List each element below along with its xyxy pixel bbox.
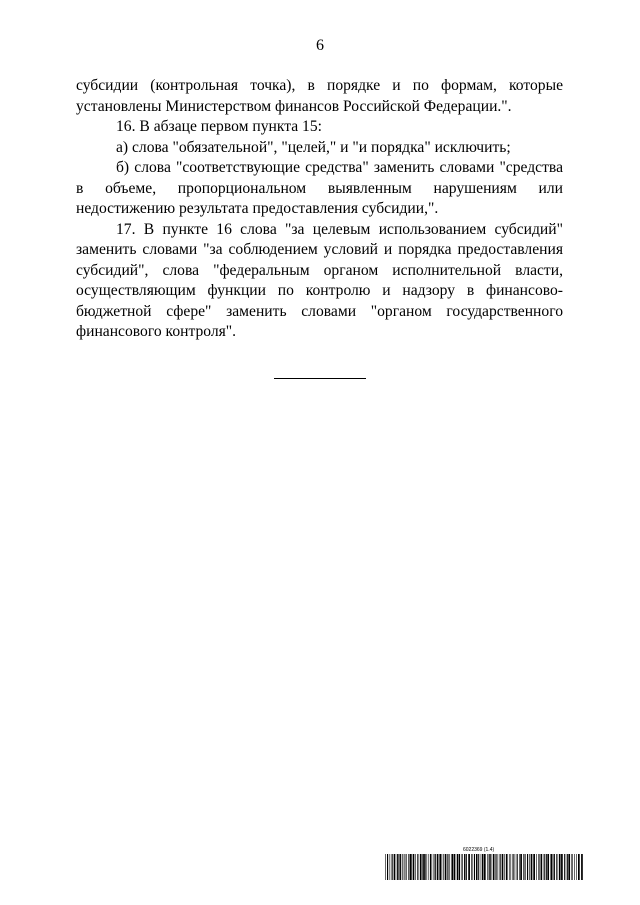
paragraph-2: 16. В абзаце первом пункта 15: — [116, 118, 322, 135]
barcode-bar — [468, 854, 470, 880]
barcode-bar — [538, 854, 539, 880]
barcode-bar — [523, 854, 524, 880]
barcode-bar — [564, 854, 565, 880]
barcode-bar — [476, 854, 477, 880]
barcode-bar — [493, 854, 495, 880]
barcode-bar — [400, 854, 401, 880]
barcode-bar — [556, 854, 557, 880]
barcode-bar — [554, 854, 555, 880]
document-code: 6022369 (1.4) — [463, 847, 495, 853]
barcode-bar — [464, 854, 465, 880]
barcode-bar — [408, 854, 409, 880]
barcode-bar — [413, 854, 415, 880]
barcode-icon — [385, 854, 585, 880]
barcode-bar — [559, 854, 561, 880]
barcode-bar — [459, 854, 460, 880]
barcode-bar — [457, 854, 459, 880]
barcode-bar — [536, 854, 537, 880]
barcode-bar — [410, 854, 412, 880]
barcode-bar — [500, 854, 501, 880]
barcode-bar — [397, 854, 398, 880]
barcode-bar — [550, 854, 552, 880]
barcode-bar — [544, 854, 545, 880]
barcode-bar — [546, 854, 547, 880]
barcode-bar — [561, 854, 563, 880]
barcode-bar — [474, 854, 475, 880]
barcode-bar — [553, 854, 554, 880]
barcode-bar — [482, 854, 484, 880]
barcode-bar — [490, 854, 491, 880]
barcode-bar — [385, 854, 386, 880]
document-body — [76, 76, 563, 343]
barcode-bar — [405, 854, 406, 880]
barcode-bar — [435, 854, 436, 880]
barcode-bar — [439, 854, 441, 880]
barcode-bar — [392, 854, 393, 880]
barcode-bar — [515, 854, 516, 880]
barcode-bar — [506, 854, 508, 880]
page-number: 6 — [316, 37, 324, 54]
barcode-bar — [489, 854, 490, 880]
barcode-bar — [480, 854, 481, 880]
barcode-bar — [517, 854, 518, 880]
barcode-bar — [394, 854, 396, 880]
barcode-bar — [568, 854, 570, 880]
barcode-bar — [432, 854, 433, 880]
barcode-bar — [502, 854, 504, 880]
barcode-bar — [425, 854, 426, 880]
barcode-bar — [451, 854, 453, 880]
barcode-bar — [519, 854, 520, 880]
barcode-bar — [484, 854, 486, 880]
barcode-bar — [520, 854, 522, 880]
barcode-bar — [422, 854, 423, 880]
paragraph-5: 17. В пункте 16 слова "за целевым использованием субсидий" заменить словами "за соблюдением условий и порядка предоставления субсидий", слова "федеральным органом исполнительной власти, осуществляющим функции по контролю и надзору в финансово-бюджетной сфере" заменить словами "органом государственного финансового контроля". — [76, 220, 563, 340]
barcode-bar — [541, 854, 543, 880]
barcode-bar — [402, 854, 403, 880]
barcode-bar — [581, 854, 583, 880]
barcode-bar — [509, 854, 510, 880]
barcode-bar — [511, 854, 512, 880]
barcode-bar — [387, 854, 388, 880]
barcode-bar — [420, 854, 422, 880]
barcode-bar — [415, 854, 416, 880]
barcode-bar — [406, 854, 407, 880]
paragraph-1: субсидии (контрольная точка), в порядке и по формам, которые установлены Министерством финансов Российской Федерации.". — [76, 77, 563, 115]
barcode-bar — [513, 854, 514, 880]
barcode-bar — [567, 854, 568, 880]
barcode-bar — [495, 854, 496, 880]
barcode-bar — [498, 854, 499, 880]
barcode-bar — [445, 854, 447, 880]
paragraph-3: а) слова "обязательной", "целей," и "и порядка" исключить; — [116, 138, 511, 156]
barcode-bar — [449, 854, 450, 880]
barcode-bar — [447, 854, 448, 880]
barcode-bar — [471, 854, 472, 880]
barcode-bar — [454, 854, 456, 880]
barcode-bar — [462, 854, 463, 880]
barcode-bar — [478, 854, 479, 880]
barcode-bar — [504, 854, 505, 880]
barcode-bar — [525, 854, 526, 880]
barcode-bar — [437, 854, 439, 880]
barcode-bar — [578, 854, 580, 880]
barcode-bar — [487, 854, 488, 880]
barcode-bar — [423, 854, 425, 880]
barcode-bar — [531, 854, 533, 880]
barcode-bar — [571, 854, 572, 880]
barcode-bar — [428, 854, 429, 880]
end-separator-line — [274, 378, 366, 379]
barcode-bar — [404, 854, 405, 880]
barcode-bar — [576, 854, 577, 880]
barcode-bar — [398, 854, 399, 880]
barcode-bar — [390, 854, 391, 880]
barcode-bar — [434, 854, 435, 880]
barcode-bar — [430, 854, 431, 880]
barcode-bar — [547, 854, 549, 880]
barcode-bar — [466, 854, 467, 880]
barcode-bar — [443, 854, 444, 880]
barcode-bar — [442, 854, 443, 880]
barcode-bar — [417, 854, 418, 880]
paragraph-4: б) слова "соответствующие средства" заменить словами "средства в объеме, пропорциональном выявленным нарушениям или недостижению результата предоставления субсидии,". — [76, 159, 563, 217]
barcode-bar — [574, 854, 575, 880]
barcode-bar — [533, 854, 535, 880]
barcode-bar — [527, 854, 528, 880]
barcode-bar — [529, 854, 530, 880]
